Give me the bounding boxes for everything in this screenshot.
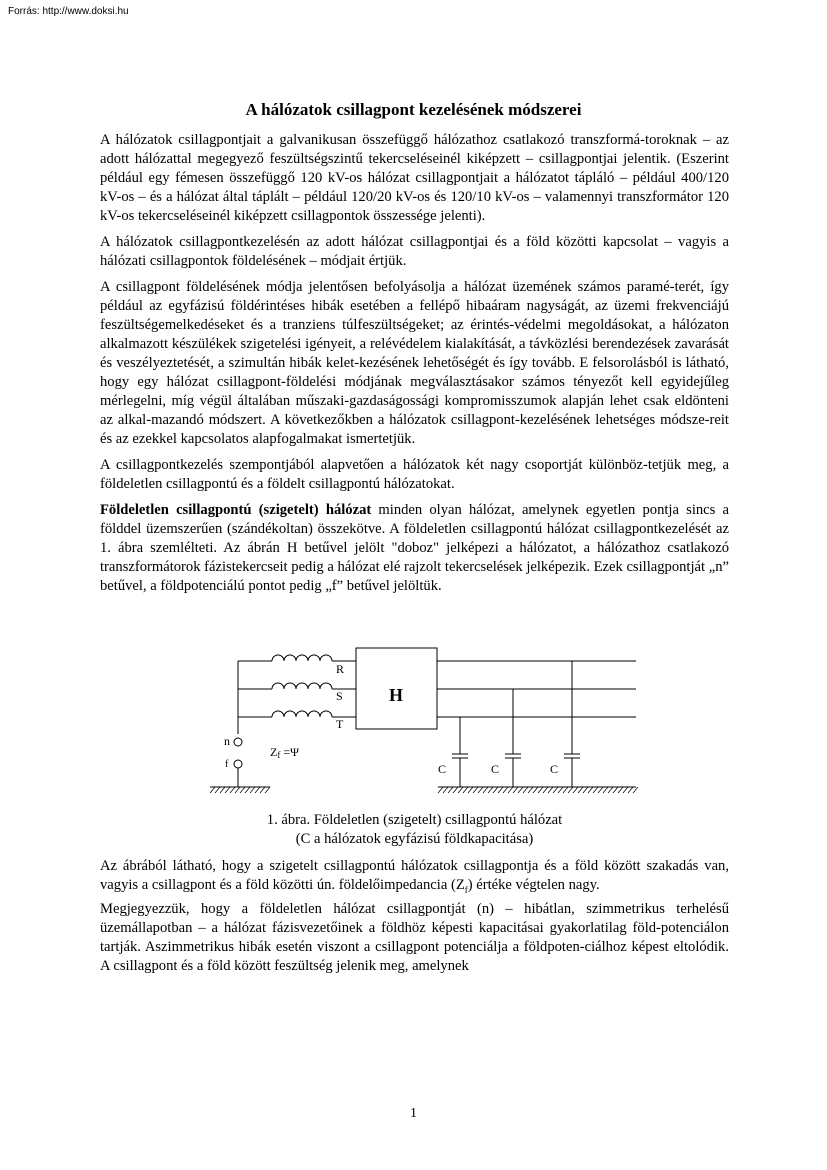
ground-hatch-mark (513, 787, 518, 793)
phase-label-r: R (336, 662, 345, 676)
impedance-main: Z (270, 745, 278, 759)
ground-hatch-mark (548, 787, 553, 793)
coil-r (272, 655, 332, 661)
paragraph-2: A hálózatok csillagpontkezelésén az adott hálózat csillagpontjai és a föld közötti kapcsolat – vagyis a hálózati csillagpontok földelésének – módjait értjük. (100, 234, 729, 269)
ground-hatch-mark (618, 787, 623, 793)
ground-hatch-mark (245, 787, 250, 793)
ground-hatch-mark (568, 787, 573, 793)
ground-hatch-mark (230, 787, 235, 793)
ground-hatch-mark (453, 787, 458, 793)
cap-label-2: C (491, 762, 500, 776)
paragraph-1: A hálózatok csillagpontjait a galvanikusan összefüggő hálózathoz csatlakozó transzformá-toroknak – az adott hálózattal megegyező feszültségszintű tekercseléseinél kiképzett – csillagpontjai jelentik. (Eszerint például egy fémesen összefüggő 120 kV-os hálózat csillagpontjait a hálózatot tápláló – például 400/120 kV-os – és a hálózat által táplált – például 120/20 kV-os és 120/10 kV-os – valamennyi transzformátor 120 kV-os tekercseléseinél kiképzett csillagpontok összessége jelenti). (100, 132, 729, 224)
ground-hatch-mark (443, 787, 448, 793)
figure-caption (100, 811, 729, 849)
ground-hatch-mark (508, 787, 513, 793)
ground-hatch-mark (250, 787, 255, 793)
node-label-n: n (224, 734, 230, 748)
ground-hatch-mark (493, 787, 498, 793)
ground-hatch-mark (633, 787, 638, 793)
coil-s (272, 683, 332, 689)
ground-hatch-mark (210, 787, 215, 793)
ground-hatch-mark (235, 787, 240, 793)
ground-hatch-mark (518, 787, 523, 793)
caption-line-1: 1. ábra. Földeletlen (szigetelt) csillagpontú hálózat (266, 812, 563, 828)
figure-1 (100, 603, 729, 803)
ground-hatch-mark (255, 787, 260, 793)
ground-hatch-mark (528, 787, 533, 793)
caption-line-2: (C a hálózatok egyfázisú földkapacitása) (295, 831, 534, 847)
ground-hatch-mark (463, 787, 468, 793)
ground-hatch-mark (593, 787, 598, 793)
page-number: 1 (410, 1106, 417, 1121)
ground-hatch-mark (458, 787, 463, 793)
ground-hatch-mark (543, 787, 548, 793)
ground-hatch-mark (503, 787, 508, 793)
paragraph-5 (100, 501, 729, 596)
ground-hatch-mark (523, 787, 528, 793)
ground-hatch-mark (608, 787, 613, 793)
paragraph-6 (100, 857, 729, 900)
term-isolated-network: Földeletlen csillagpontú (szigetelt) hálózat (100, 502, 372, 518)
ground-hatch-mark (623, 787, 628, 793)
ground-hatch-mark (563, 787, 568, 793)
node-label-f: f (225, 759, 229, 770)
impedance-value: =Ψ (280, 745, 299, 759)
ground-hatch-mark (468, 787, 473, 793)
ground-hatch-mark (488, 787, 493, 793)
circuit-diagram (100, 603, 729, 803)
coil-t (272, 711, 332, 717)
ground-hatch-mark (603, 787, 608, 793)
ground-hatch-mark (478, 787, 483, 793)
impedance-sub: f (277, 750, 281, 760)
ground-hatch-mark (448, 787, 453, 793)
terminal-f (234, 760, 242, 768)
phase-label-s: S (336, 689, 343, 703)
network-label-h: H (388, 685, 404, 705)
ground-hatch-mark (533, 787, 538, 793)
ground-hatch-mark (553, 787, 558, 793)
ground-hatch-mark (438, 787, 443, 793)
paragraph-6-sub: f (464, 884, 468, 895)
ground-hatch-mark (498, 787, 503, 793)
ground-hatch-mark (240, 787, 245, 793)
ground-hatch-mark (583, 787, 588, 793)
ground-hatch-mark (220, 787, 225, 793)
ground-hatch-mark (613, 787, 618, 793)
ground-hatch-mark (473, 787, 478, 793)
impedance-label (270, 745, 299, 760)
ground-hatch-mark (265, 787, 270, 793)
ground-hatch-mark (598, 787, 603, 793)
phase-label-t: T (336, 717, 344, 731)
ground-hatch-mark (260, 787, 265, 793)
ground-hatch-mark (483, 787, 488, 793)
paragraph-6-text: Az ábrából látható, hogy a szigetelt csillagpontú hálózatok csillagpontja és a föld között szakadás van, vagyis a csillagpont és a föld közötti ún. földelőimpedancia (Z (100, 858, 729, 893)
paragraph-7: Megjegyezzük, hogy a földeletlen hálózat csillagpontját (n) – hibátlan, szimmetrikus terhelésű üzemállapotban – a hálózat fázisvezetőinek a földhöz képesti kapacitásai gyakorlatilag föld-potenciálon tartják. Aszimmetrikus hibák esetén viszont a csillagpont potenciálja a földpoten-ciálhoz képest eltolódik. A csillagpont és a föld között feszültség jelenik meg, amelynek (100, 900, 729, 974)
source-url: Forrás: http://www.doksi.hu (8, 6, 129, 17)
ground-hatch-mark (558, 787, 563, 793)
ground-hatch-mark (573, 787, 578, 793)
cap-label-3: C (550, 762, 559, 776)
document-body (100, 131, 729, 983)
paragraph-6-text-end: ) értéke végtelen nagy. (467, 877, 600, 893)
cap-label-1: C (438, 762, 447, 776)
ground-hatch-mark (578, 787, 583, 793)
terminal-n (234, 738, 242, 746)
ground-hatch-mark (628, 787, 633, 793)
paragraph-5-text: minden olyan hálózat, amelynek egyetlen pontja sincs a földdel üzemszerűen (szándékoltan) összekötve. A földeletlen csillagpontú hálózat csillagpontkezelését az 1. ábra szemlélteti. Az ábrán H betűvel jelölt "doboz" jelképezi a hálózatot, a hálózathoz csatlakozó transzformátorok fázistekercseit pedig a hálózat elé rajzolt tekercselések jelképezik. Ezek csillagpontját „n” betűvel, a földpotenciálú pontot pedig „f” betűvel jelöltük. (100, 502, 729, 594)
paragraph-4: A csillagpontkezelés szempontjából alapvetően a hálózatok két nagy csoportját különböz-tetjük meg, a földeletlen csillagpontú és a földelt csillagpontú hálózatokat. (100, 457, 729, 492)
paragraph-3: A csillagpont földelésének módja jelentősen befolyásolja a hálózat üzemének számos paramé-terét, így például az egyfázisú földérintéses hibák esetében a fellépő hibaáram nagyságát, az üzemi frekvenciájú feszültségemelkedéseket és a tranziens túlfeszültségeket; az érintés-védelmi megoldásokat, a hálózaton alkalmazott készülékek szigetelési igényeit, a relévédelem kialakítását, a távközlési berendezések zavarását és veszélyeztetését, a szimultán hibák kelet-kezésének lehetőségét és így tovább. E felsorolásból is látható, hogy egy hálózat csillagpont-földelési módjának megválasztásakor számos tényezőt kell egyidejűleg mérlegelni, míg végül általában műszaki-gazdaságossági kompromisszumok alapján lehet csak eldönteni az alkal-mazandó módszert. A következőkben a hálózatok csillagpont-kezelésének lehetséges módsze-reit és az ezekkel kapcsolatos alapfogalmakat ismertetjük. (100, 279, 729, 447)
ground-hatch-mark (538, 787, 543, 793)
ground-hatch-mark (215, 787, 220, 793)
ground-hatch-mark (225, 787, 230, 793)
ground-hatch-mark (588, 787, 593, 793)
page-title: A hálózatok csillagpont kezelésének módszerei (245, 100, 582, 119)
